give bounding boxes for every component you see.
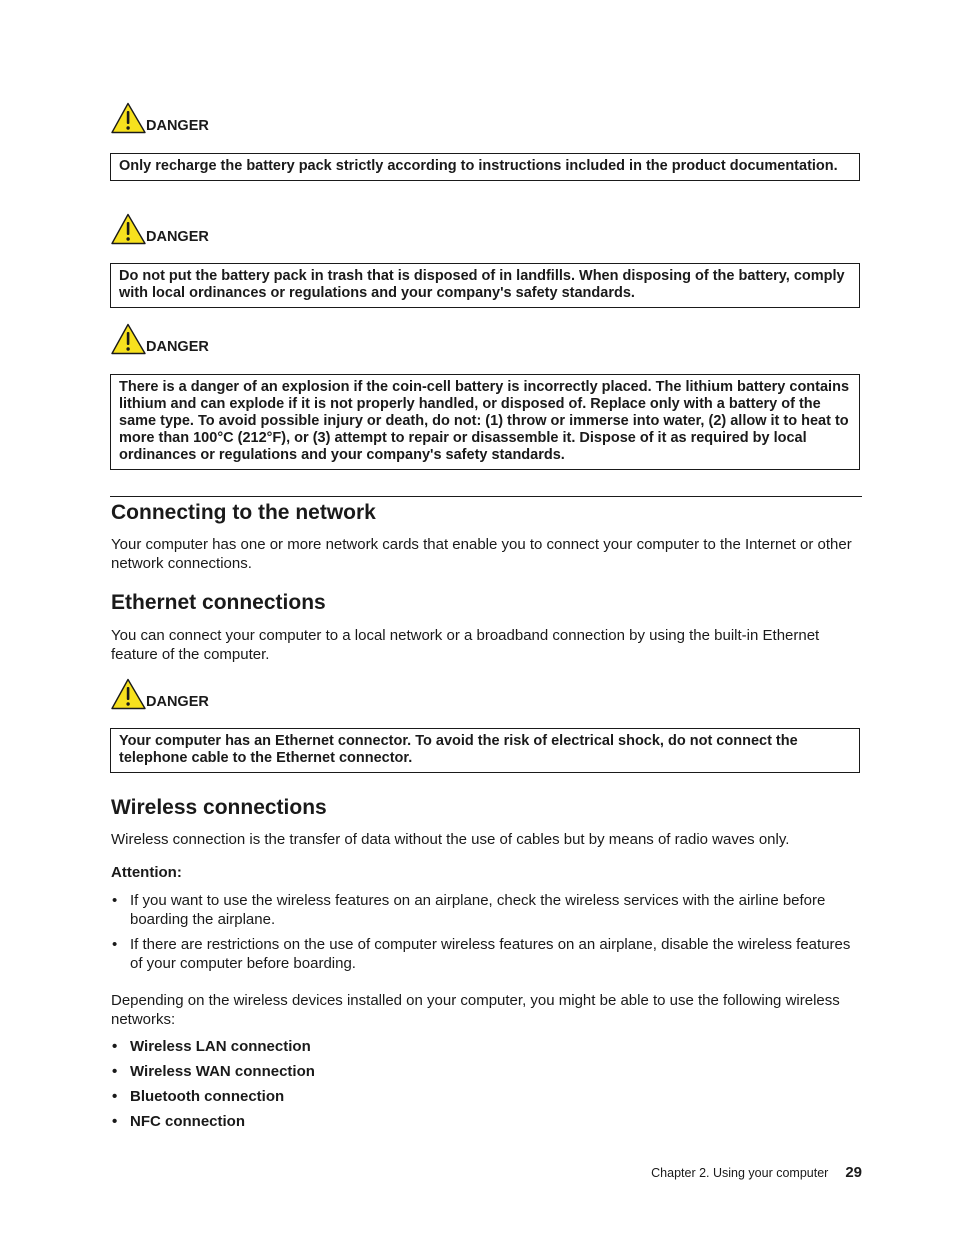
chapter-label: Chapter 2. Using your computer: [651, 1166, 829, 1180]
section-title-wireless: Wireless connections: [111, 796, 327, 819]
warning-triangle-icon: [111, 323, 147, 355]
networks-intro-text: Depending on the wireless devices installed on your computer, you might be able to use the following wireless networks:: [111, 992, 840, 1028]
danger-label: DANGER: [146, 229, 209, 245]
danger-heading: [111, 213, 209, 245]
warning-triangle-icon: [111, 102, 147, 134]
page-footer: [651, 1164, 862, 1181]
danger-notice-box: Only recharge the battery pack strictly according to instructions included in the product documentation.: [110, 153, 860, 181]
danger-heading: [111, 678, 209, 710]
list-item: • Wireless LAN connection: [111, 1037, 861, 1056]
danger-label: DANGER: [146, 118, 209, 134]
warning-triangle-icon: [111, 213, 147, 245]
list-item: • If there are restrictions on the use of computer wireless features on an airplane, disable the wireless features of your computer before boarding.: [111, 935, 861, 973]
attention-list: [111, 891, 861, 979]
list-item: • If you want to use the wireless features on an airplane, check the wireless services with the airline before boarding the airplane.: [111, 891, 861, 929]
wireless-networks-list: [111, 1037, 861, 1137]
danger-heading: [111, 323, 209, 355]
danger-notice-box: Your computer has an Ethernet connector. To avoid the risk of electrical shock, do not connect the telephone cable to the Ethernet connector.: [110, 728, 860, 773]
danger-label: DANGER: [146, 694, 209, 710]
danger-notice-box: Do not put the battery pack in trash that is disposed of in landfills. When disposing of the battery, comply with local ordinances or regulations and your company's safety standards.: [110, 263, 860, 308]
warning-triangle-icon: [111, 678, 147, 710]
page-number: 29: [845, 1164, 862, 1181]
attention-label: Attention:: [111, 864, 182, 881]
list-item: • Bluetooth connection: [111, 1087, 861, 1106]
danger-heading: [111, 102, 209, 134]
wireless-body-text: Wireless connection is the transfer of data without the use of cables but by means of radio waves only.: [111, 831, 790, 848]
ethernet-body-text: You can connect your computer to a local network or a broadband connection by using the built-in Ethernet feature of the computer.: [111, 627, 820, 663]
list-item: • NFC connection: [111, 1112, 861, 1131]
network-body-text: Your computer has one or more network cards that enable you to connect your computer to the Internet or other network connections.: [111, 536, 852, 572]
list-item: • Wireless WAN connection: [111, 1062, 861, 1081]
danger-notice-box: There is a danger of an explosion if the coin-cell battery is incorrectly placed. The lithium battery contains lithium and can explode if it is not properly handled, or disposed of. Replace only with a battery of the same type. To avoid possible injury or death, do not: (1) throw or immerse into water, (2) allow it to heat to more than 100°C (212°F), or (3) attempt to repair or disassemble it. Dispose of it as required by local ordinances or regulations and your company's safety standards.: [110, 374, 860, 470]
danger-label: DANGER: [146, 339, 209, 355]
section-rule: [110, 496, 862, 497]
section-title-network: Connecting to the network: [111, 501, 376, 524]
section-title-ethernet: Ethernet connections: [111, 591, 326, 614]
